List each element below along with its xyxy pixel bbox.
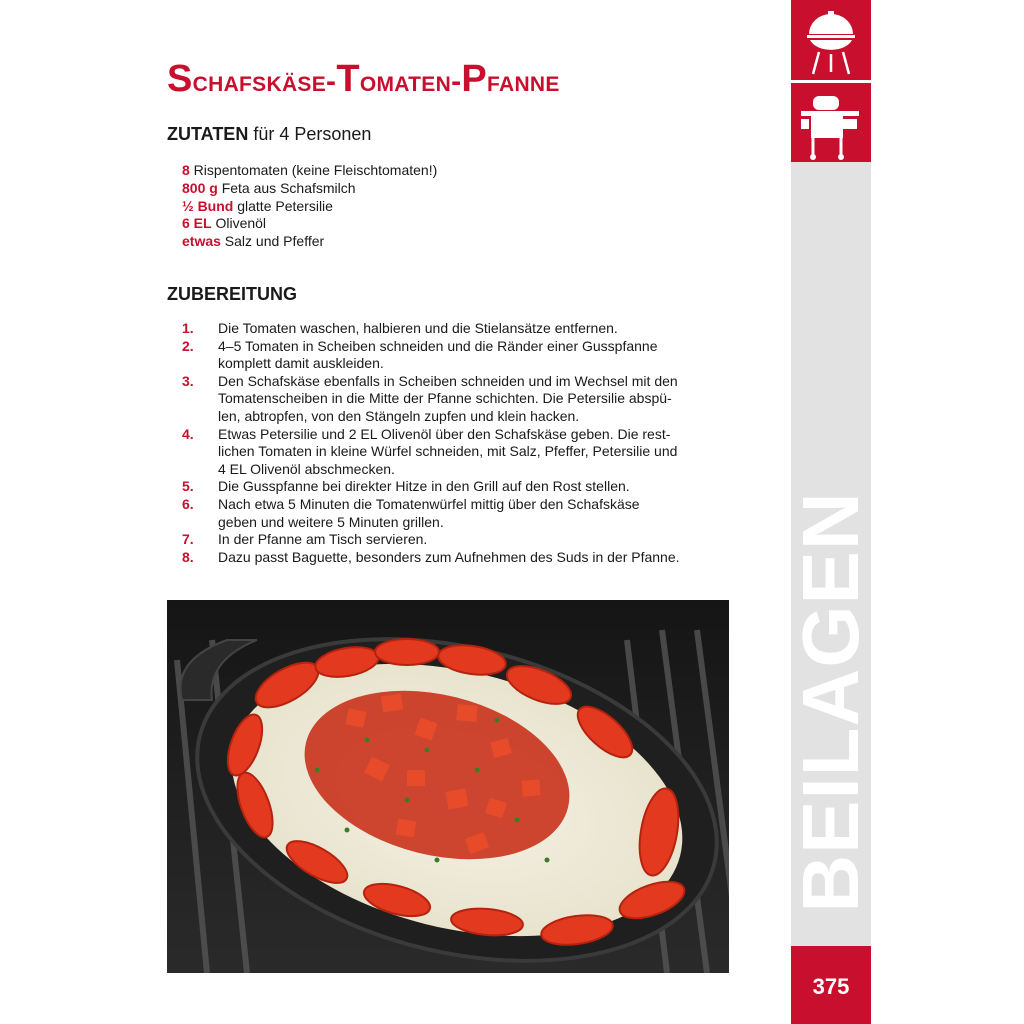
- preparation-step: [182, 496, 727, 531]
- ingredient-amount: 6 EL: [182, 215, 212, 232]
- ingredient-amount: 800 g: [182, 179, 218, 196]
- grill-icons-panel: [791, 0, 871, 162]
- title-part: omaten-: [359, 65, 462, 98]
- title-part: fanne: [487, 65, 560, 98]
- step-text-line: komplett damit auskleiden.: [218, 355, 384, 372]
- title-initial: S: [167, 58, 193, 100]
- step-text-line: 4 EL Olivenöl abschmecken.: [218, 460, 395, 477]
- step-text-line: len, abtropfen, von den Stängeln zupfen und klein hacken.: [218, 407, 580, 424]
- step-text-line: lichen Tomaten in kleine Würfel schneiden, mit Salz, Pfeffer, Petersilie und: [218, 443, 678, 460]
- preparation-step: [182, 426, 727, 479]
- step-text-line: Tomatenscheiben in die Mitte der Pfanne schichten. Die Petersilie abspü-: [218, 390, 672, 407]
- kettle-grill-icon: [791, 0, 871, 80]
- ingredient-text: Rispentomaten (keine Fleischtomaten!): [189, 162, 438, 178]
- step-text-line: Dazu passt Baguette, besonders zum Aufnehmen des Suds in der Pfanne.: [218, 548, 680, 565]
- ingredient-item: [182, 162, 437, 180]
- gas-grill-icon: [791, 83, 871, 163]
- title-part: chafskäse-: [192, 65, 337, 98]
- preparation-step: [182, 338, 727, 373]
- page-number-box: [791, 946, 871, 1024]
- step-number: 4.: [182, 425, 194, 442]
- servings-label: für 4 Personen: [253, 124, 372, 144]
- ingredients-list: [182, 162, 437, 251]
- step-text-line: Nach etwa 5 Minuten die Tomatenwürfel mittig über den Schafskäse: [218, 495, 640, 512]
- ingredient-text: Feta aus Schafsmilch: [217, 179, 356, 196]
- dish-photo: [167, 600, 729, 973]
- ingredient-text: Salz und Pfeffer: [220, 233, 325, 250]
- ingredient-amount: ½ Bund: [182, 197, 234, 214]
- title-initial: T: [336, 58, 360, 100]
- step-text-line: 4–5 Tomaten in Scheiben schneiden und die Ränder einer Gusspfanne: [218, 337, 658, 354]
- section-label: BEILAGEN: [786, 491, 875, 913]
- step-text-line: Den Schafskäse ebenfalls in Scheiben schneiden und im Wechsel mit den: [218, 372, 678, 389]
- step-number: 2.: [182, 337, 194, 354]
- ingredient-item: [182, 215, 437, 233]
- page-number: 375: [812, 974, 850, 999]
- step-number: 5.: [182, 478, 194, 495]
- ingredient-text: glatte Petersilie: [233, 197, 333, 214]
- step-text-line: Die Tomaten waschen, halbieren und die Stielansätze entfernen.: [218, 320, 618, 336]
- preparation-step: [182, 478, 727, 496]
- ingredient-amount: 8: [182, 162, 190, 178]
- ingredient-item: [182, 180, 437, 198]
- ingredient-text: Olivenöl: [211, 215, 267, 232]
- step-text-line: geben und weitere 5 Minuten grillen.: [218, 513, 444, 530]
- dish-photo-illustration: [167, 600, 729, 973]
- preparation-step: [182, 373, 727, 426]
- step-number: 3.: [182, 372, 194, 389]
- step-text-line: Etwas Petersilie und 2 EL Olivenöl über den Schafskäse geben. Die rest-: [218, 425, 671, 442]
- ingredient-item: [182, 233, 437, 251]
- title-initial: P: [461, 58, 488, 100]
- step-number: 8.: [182, 548, 194, 565]
- preparation-heading: ZUBEREITUNG: [167, 284, 297, 304]
- ingredients-heading-label: ZUTATEN: [167, 124, 249, 144]
- preparation-step: [182, 531, 727, 549]
- ingredient-item: [182, 198, 437, 216]
- step-number: 1.: [182, 320, 194, 336]
- step-number: 7.: [182, 531, 194, 548]
- ingredients-heading: [167, 124, 371, 145]
- step-number: 6.: [182, 495, 194, 512]
- recipe-title: [167, 58, 560, 101]
- ingredient-amount: etwas: [182, 233, 221, 250]
- preparation-step: [182, 320, 727, 338]
- step-text-line: Die Gusspfanne bei direkter Hitze in den Grill auf den Rost stellen.: [218, 478, 630, 495]
- step-text-line: In der Pfanne am Tisch servieren.: [218, 531, 428, 548]
- preparation-steps: [182, 320, 727, 566]
- preparation-step: [182, 549, 727, 567]
